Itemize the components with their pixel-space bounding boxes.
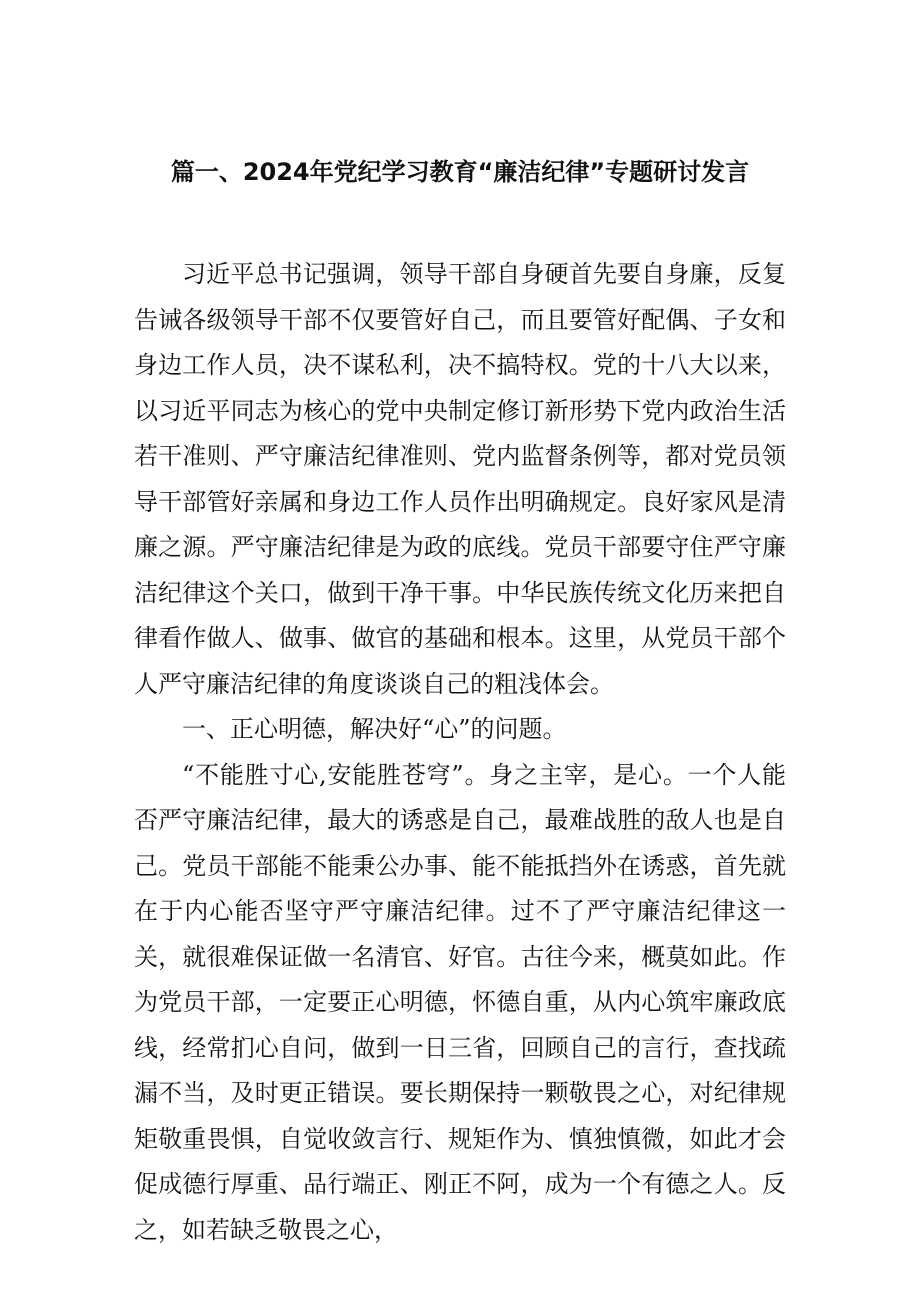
paragraph-intro: 习近平总书记强调，领导干部自身硬首先要自身廉，反复告诫各级领导干部不仅要管好自己，而且要管好配偶、子女和身边工作人员，决不谋私利，决不搞特权。党的十八大以来，以习近平同志为核心的党中央制定修订新形势下党内政治生活若干准则、严守廉洁纪律准则、党内监督条例等，都对党员领导干部管好亲属和身边工作人员作出明确规定。良好家风是清廉之源。严守廉洁纪律是为政的底线。党员干部要守住严守廉洁纪律这个关口，做到干净干事。中华民族传统文化历来把自律看作做人、做事、做官的基础和根本。这里，从党员干部个人严守廉洁纪律的角度谈谈自己的粗浅体会。 <box>134 260 786 698</box>
document-title: 篇一、2024年党纪学习教育“廉洁纪律”专题研讨发言 <box>170 158 750 186</box>
section-heading-1: 一、正心明德，解决好“心”的问题。 <box>182 715 567 743</box>
document-body <box>134 252 786 1253</box>
paragraph-section-1: “不能胜寸心,安能胜苍穹”。身之主宰，是心。一个人能否严守廉洁纪律，最大的诱惑是自己，最难战胜的敌人也是自己。党员干部能不能秉公办事、能不能抵挡外在诱惑，首先就在于内心能否坚守严守廉洁纪律。过不了严守廉洁纪律这一关，就很难保证做一名清官、好官。古往今来，概莫如此。作为党员干部，一定要正心明德，怀德自重，从内心筑牢廉政底线，经常扪心自问，做到一日三省，回顾自己的言行，查找疏漏不当，及时更正错误。要长期保持一颗敬畏之心，对纪律规矩敬重畏惧，自觉收敛言行、规矩作为、慎独慎微，如此才会促成德行厚重、品行端正、刚正不阿，成为一个有德之人。反之，如若缺乏敬畏之心， <box>134 760 786 1244</box>
